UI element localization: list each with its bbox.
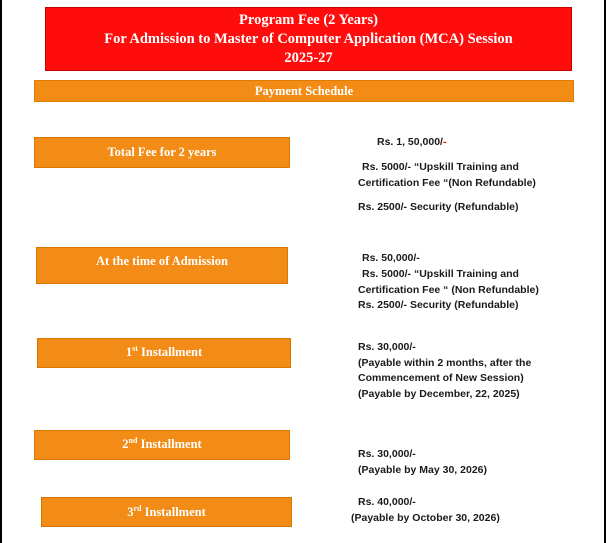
header-title: Program Fee (2 Years) (239, 12, 378, 28)
first-installment-text: Installment (137, 345, 203, 359)
second-installment-sup: nd (128, 436, 138, 445)
admission-upskill-line1: Rs. 5000/- “Upskill Training and (362, 268, 519, 280)
second-installment-due: (Payable by May 30, 2026) (358, 464, 487, 476)
third-installment-text: Installment (141, 505, 206, 519)
second-installment-amount: Rs. 30,000/- (358, 448, 416, 460)
total-fee-security: Rs. 2500/- Security (Refundable) (358, 201, 519, 213)
page-border-left (0, 0, 2, 543)
third-installment-label (41, 497, 292, 527)
first-installment-note-line1: (Payable within 2 months, after the (358, 357, 532, 369)
third-installment-sup: rd (133, 504, 142, 513)
first-installment-label (37, 338, 291, 368)
total-fee-upskill-line1: Rs. 5000/- “Upskill Training and (362, 161, 519, 173)
page-border-right (604, 0, 606, 543)
header-session: 2025-27 (284, 50, 333, 66)
first-installment-sup: st (132, 344, 138, 353)
third-installment-amount: Rs. 40,000/- (358, 496, 416, 508)
total-fee-amount-text: Rs. 1, 50,000/ (377, 136, 443, 148)
first-installment-amount: Rs. 30,000/- (358, 341, 416, 353)
total-fee-upskill-line2: Certification Fee “(Non Refundable) (358, 177, 536, 189)
first-installment-num: 1 (125, 345, 133, 359)
total-fee-label-text: Total Fee for 2 years (107, 145, 217, 159)
first-installment-due: (Payable by December, 22, 2025) (358, 388, 520, 400)
payment-schedule-heading: Payment Schedule (34, 80, 574, 102)
total-fee-amount-dash: - (442, 136, 447, 148)
second-installment-num: 2 (122, 437, 129, 451)
header-subtitle: For Admission to Master of Computer Application (MCA) Session (104, 31, 513, 47)
admission-label-text: At the time of Admission (96, 254, 228, 268)
admission-upskill-line2: Certification Fee “ (Non Refundable) (358, 284, 539, 296)
first-installment-note-line2: Commencement of New Session) (358, 372, 524, 384)
admission-amount: Rs. 50,000/- (362, 252, 420, 264)
second-installment-label (34, 430, 290, 460)
second-installment-text: Installment (137, 437, 202, 451)
third-installment-due: (Payable by October 30, 2026) (351, 512, 500, 524)
total-fee-amount (377, 135, 446, 150)
admission-label (36, 247, 288, 284)
admission-security: Rs. 2500/- Security (Refundable) (358, 299, 519, 311)
total-fee-label (34, 137, 290, 168)
program-fee-header (45, 7, 572, 71)
third-installment-num: 3 (127, 505, 134, 519)
